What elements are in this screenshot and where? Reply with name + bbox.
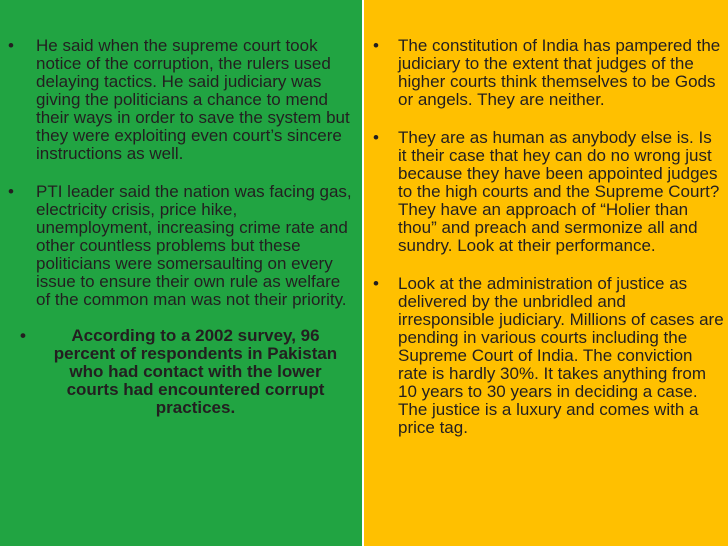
bullet-text: They are as human as anybody else is. Is it their case that hey can do no wrong just because they have been appointed judges to the high courts and the Supreme Court? They have an approach of “Holier than thou” and preach and sermonize all and sundry. Look at their performance. <box>398 128 720 255</box>
bullet-icon: • <box>373 128 379 147</box>
list-item <box>364 129 724 255</box>
bullet-text: PTI leader said the nation was facing gas, electricity crisis, price hike, unemployment, increasing crime rate and other countless problems but these politicians were somersaulting on every issue to ensure their own rule as welfare of the common man was not their priority. <box>36 182 352 309</box>
left-column <box>0 0 362 546</box>
right-column <box>364 0 728 546</box>
list-item-highlight <box>0 327 352 417</box>
bullet-text: According to a 2002 survey, 96 percent of respondents in Pakistan who had contact with the lower courts had encountered corrupt practices. <box>53 326 338 417</box>
list-item <box>364 37 724 109</box>
bullet-icon: • <box>373 274 379 293</box>
bullet-text: The constitution of India has pampered the judiciary to the extent that judges of the higher courts think themselves to be Gods or angels. They are neither. <box>398 36 721 109</box>
bullet-text: Look at the administration of justice as delivered by the unbridled and irresponsible judiciary. Millions of cases are pending in various courts including the Supreme Court of India. The conviction rate is hardly 30%. It takes anything from 10 years to 30 years in deciding a case. The justice is a luxury and comes with a price tag. <box>398 274 724 437</box>
bullet-icon: • <box>373 36 379 55</box>
bullet-icon: • <box>20 326 26 345</box>
right-bullet-list <box>364 37 724 437</box>
bullet-icon: • <box>8 36 14 55</box>
bullet-text: He said when the supreme court took notice of the corruption, the rulers used delaying tactics. He said judiciary was giving the politicians a chance to mend their ways in order to save the system but they were exploiting even court’s sincere instructions as well. <box>36 36 350 163</box>
list-item <box>0 183 352 309</box>
list-item <box>0 37 352 163</box>
list-item <box>364 275 724 437</box>
left-bullet-list <box>0 37 352 417</box>
bullet-icon: • <box>8 182 14 201</box>
